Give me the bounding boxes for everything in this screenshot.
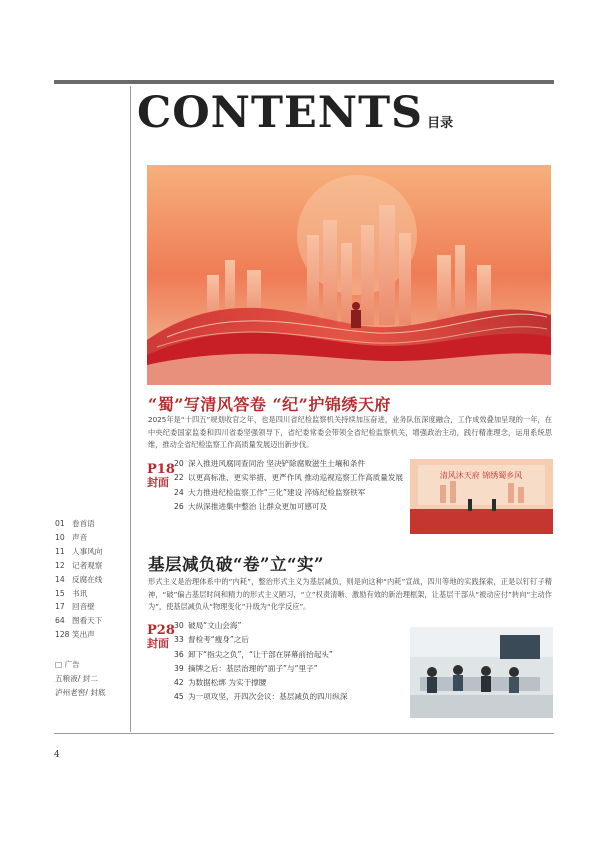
top-rule bbox=[54, 80, 554, 84]
sidebar-item[interactable]: 17 回音壁 bbox=[55, 602, 95, 612]
sidebar-item[interactable]: 64 图看天下 bbox=[55, 616, 103, 626]
list-item[interactable]: 39 摘牌之后：基层治理的“面子”与“里子” bbox=[174, 663, 318, 673]
section1-title: “蜀”写清风答卷 “纪”护锦绣天府 bbox=[148, 395, 391, 414]
sidebar-item[interactable]: 128 笑出声 bbox=[55, 630, 95, 640]
page-title bbox=[137, 88, 454, 138]
ad-item-1[interactable]: 五粮液/ 封二 bbox=[55, 673, 98, 683]
list-item[interactable]: 20 深入推进风腐同查同治 坚决铲除腐败滋生土壤和条件 bbox=[174, 459, 366, 468]
list-item[interactable]: 22 以更高标准、更实举措、更严作风 推动巡视巡察工作高质量发展 bbox=[174, 473, 404, 483]
list-item[interactable]: 36 卸下“指尖之负”，“让干部在屏幕前抬起头” bbox=[174, 649, 333, 659]
section1-page-label: 封面 bbox=[147, 476, 169, 489]
hero-image[interactable] bbox=[147, 165, 551, 385]
section2-title: 基层减负破“卷”立“实” bbox=[148, 555, 324, 574]
vertical-divider bbox=[130, 86, 131, 732]
section2-page-label: 封面 bbox=[147, 637, 169, 650]
contents-subtitle: 目录 bbox=[427, 116, 454, 131]
section1-toc bbox=[174, 457, 403, 514]
section2-paragraph: 形式主义是治理体系中的“内耗”，整治形式主义为基层减负，则是向这种“内耗”宣战，四川等地的实践探索，正是以钉钉子精神，“破”偏占基层时间和精力的形式主义陋习，“立”权责清晰、激励有效的新治理框架，让基层干部从“被动应付”转向“主动作为”，使基层减负从“物理变化”升级为“化学反应”。 bbox=[148, 577, 552, 611]
section2-toc bbox=[174, 619, 347, 705]
sidebar-item[interactable]: 15 书讯 bbox=[55, 588, 88, 598]
city-skyline-illustration bbox=[147, 165, 551, 385]
ad-item-2[interactable]: 泸州老窖/ 封底 bbox=[55, 687, 106, 697]
section2-photo[interactable] bbox=[410, 627, 553, 718]
section1-paragraph: 2025年是“十四五”规划收官之年，也是四川省纪检监察机关持续加压奋进，业务队伍深度融合，工作成效叠加呈现的一年，在中央纪委国家监委和四川省委坚强领导下，省纪委常委会带领全省纪检监察机关，增强政治主动，践行精准理念，运用系统思维，推动全省纪检监察工作高质量发展迈出新步伐。 bbox=[148, 415, 552, 449]
list-item[interactable]: 42 为数据松绑 为实干撑腰 bbox=[174, 678, 267, 688]
sidebar-item[interactable]: 14 反腐在线 bbox=[55, 574, 103, 584]
sidebar-item[interactable]: 01 卷首语 bbox=[55, 519, 95, 528]
sidebar-item[interactable]: 12 记者观察 bbox=[55, 560, 103, 570]
list-item[interactable]: 26 大纵深推进集中整治 让群众更加可感可及 bbox=[174, 501, 328, 511]
list-item[interactable]: 33 督检考“瘦身”之后 bbox=[174, 635, 250, 645]
conference-stage-image bbox=[410, 459, 553, 534]
bottom-rule bbox=[54, 733, 554, 734]
list-item[interactable]: 45 为一项攻坚，开四次会议：基层减负的四川纵深 bbox=[174, 692, 348, 702]
section2-page-ref[interactable] bbox=[147, 624, 175, 649]
sidebar-item[interactable]: 10 声音 bbox=[55, 532, 88, 542]
sidebar-item[interactable]: 11 人事风向 bbox=[55, 546, 103, 556]
list-item[interactable]: 24 大力推进纪检监察工作“三化”建设 淬炼纪检监察铁军 bbox=[174, 487, 366, 497]
meeting-room-image bbox=[410, 627, 553, 718]
section1-photo[interactable] bbox=[410, 459, 553, 534]
page-number: 4 bbox=[54, 750, 60, 760]
sidebar-ads bbox=[55, 658, 106, 700]
contents-title: CONTENTS bbox=[137, 88, 424, 138]
stage-banner-text: 清风沐天府 锦绣蜀乡风 bbox=[439, 471, 523, 480]
section1-page-ref[interactable] bbox=[147, 463, 175, 488]
sidebar-column-list bbox=[55, 517, 102, 642]
section1-page-number: P18 bbox=[147, 462, 175, 477]
list-item[interactable]: 30 破局“文山会海” bbox=[174, 621, 242, 630]
ad-label: □ 广告 bbox=[55, 660, 80, 669]
section2-page-number: P28 bbox=[147, 623, 175, 638]
